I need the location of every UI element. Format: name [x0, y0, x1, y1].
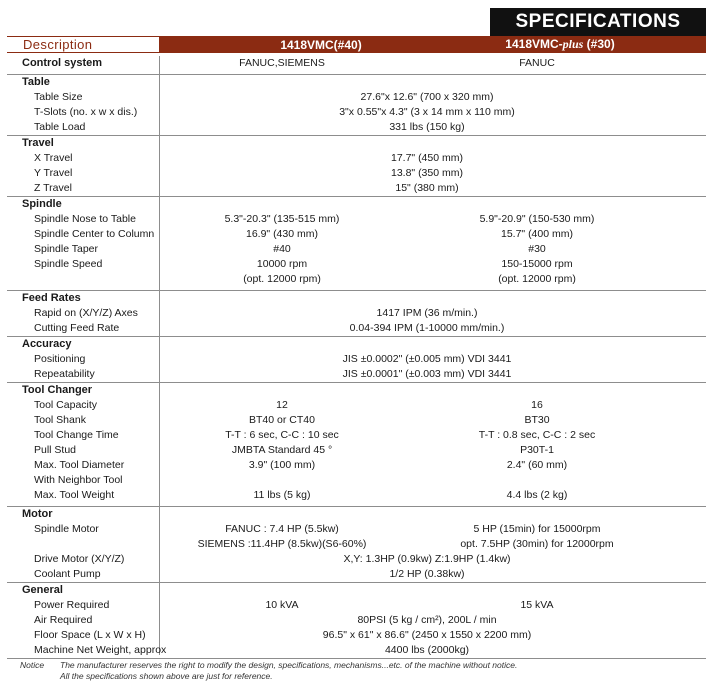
drive-motor-label: Drive Motor (X/Y/Z): [34, 553, 125, 565]
cutting-feed-value: 0.04-394 IPM (1-10000 mm/min.): [349, 322, 505, 334]
tool-change-time-value-2: T-T : 0.8 sec, C-C : 2 sec: [478, 429, 596, 441]
x-travel-label: X Travel: [34, 152, 73, 164]
air-value: 80PSI (5 kg / cm²), 200L / min: [357, 614, 497, 626]
drive-motor-value: X,Y: 1.3HP (0.9kw) Z:1.9HP (1.4kw): [343, 553, 511, 565]
table-row: [7, 488, 706, 503]
tool-capacity-value-2: 16: [531, 399, 543, 411]
air-label: Air Required: [34, 614, 93, 626]
table-row: [7, 352, 706, 367]
rapid-label: Rapid on (X/Y/Z) Axes: [34, 307, 138, 319]
section-heading: [7, 197, 706, 212]
spindle-center-value-1: 16.9" (430 mm): [245, 228, 318, 240]
spindle-center-value-2: 15.7" (400 mm): [500, 228, 573, 240]
notice-label: Notice: [20, 660, 45, 670]
table-heading: Table: [22, 76, 50, 88]
coolant-pump-label: Coolant Pump: [34, 568, 101, 580]
tool-shank-label: Tool Shank: [34, 414, 86, 426]
spindle-motor-value-1a: FANUC : 7.4 HP (5.5kw): [225, 523, 339, 535]
section-heading: [7, 337, 706, 352]
net-weight-label: Machine Net Weight, approx: [34, 644, 167, 656]
header-model-suffix: (#30): [583, 37, 615, 51]
table-size-label: Table Size: [34, 91, 83, 103]
table-load-label: Table Load: [34, 121, 86, 133]
positioning-label: Positioning: [34, 353, 86, 365]
spec-table: [7, 56, 706, 659]
tool-shank-value-2: BT30: [524, 414, 550, 426]
section-divider: [7, 658, 706, 659]
max-tool-diameter-value-1: 3.9" (100 mm): [248, 459, 316, 471]
power-label: Power Required: [34, 599, 110, 611]
table-row: [7, 598, 706, 613]
table-header: [7, 36, 706, 53]
floor-space-label: Floor Space (L x W x H): [34, 629, 146, 641]
table-row: [7, 628, 706, 643]
table-row: [7, 473, 706, 488]
rapid-value: 1417 IPM (36 m/min.): [376, 307, 478, 319]
table-row: [7, 227, 706, 242]
table-row: [7, 443, 706, 458]
spindle-motor-label: Spindle Motor: [34, 523, 99, 535]
table-row: [7, 643, 706, 658]
spindle-speed-value-2: 150-15000 rpm: [501, 258, 573, 270]
control-label: Control system: [22, 57, 103, 69]
section-heading: [7, 75, 706, 90]
repeatability-label: Repeatability: [34, 368, 95, 380]
spindle-taper-value-2: #30: [528, 243, 546, 255]
table-row: [7, 105, 706, 120]
header-model-40: 1418VMC(#40): [280, 37, 362, 52]
accuracy-heading: Accuracy: [22, 338, 72, 350]
spindle-motor-value-2b: opt. 7.5HP (30min) for 12000rpm: [460, 538, 614, 550]
pull-stud-label: Pull Stud: [34, 444, 77, 456]
header-model-plus-30: [485, 37, 635, 52]
floor-space-value: 96.5" x 61" x 86.6" (2450 x 1550 x 2200 mm): [322, 629, 532, 641]
net-weight-value: 4400 lbs (2000kg): [384, 644, 470, 656]
pull-stud-value-2: P30T-1: [520, 444, 554, 456]
header-model-prefix: 1418VMC-: [505, 37, 563, 51]
table-row: [7, 120, 706, 135]
spindle-taper-value-1: #40: [273, 243, 291, 255]
table-row: [7, 537, 706, 552]
table-row: [7, 567, 706, 582]
spindle-motor-value-1b: SIEMENS :11.4HP (8.5kw)(S6-60%): [197, 538, 367, 550]
table-row: [7, 90, 706, 105]
notice-line-1: The manufacturer reserves the right to modify the design, specifications, mechanisms...etc. of the machine without notice.: [60, 660, 518, 670]
tool-change-time-value-1: T-T : 6 sec, C-C : 10 sec: [225, 429, 339, 441]
y-travel-label: Y Travel: [34, 167, 73, 179]
travel-heading: Travel: [22, 137, 54, 149]
section-heading: [7, 136, 706, 151]
x-travel-value: 17.7" (450 mm): [390, 152, 463, 164]
max-tool-weight-value-2: 4.4 lbs (2 kg): [506, 489, 568, 501]
table-row: [7, 552, 706, 567]
table-row: [7, 306, 706, 321]
spindle-taper-label: Spindle Taper: [34, 243, 99, 255]
table-load-value: 331 lbs (150 kg): [389, 121, 465, 133]
spindle-speed-opt-1: (opt. 12000 rpm): [243, 273, 321, 285]
neighbor-tool-label: With Neighbor Tool: [34, 474, 123, 486]
cutting-feed-label: Cutting Feed Rate: [34, 322, 120, 334]
table-row: [7, 428, 706, 443]
general-heading: General: [22, 584, 63, 596]
z-travel-label: Z Travel: [34, 182, 72, 194]
table-row: [7, 181, 706, 196]
positioning-value: JIS ±0.0002" (±0.005 mm) VDI 3441: [342, 353, 512, 365]
repeatability-value: JIS ±0.0001" (±0.003 mm) VDI 3441: [342, 368, 512, 380]
spindle-speed-value-1: 10000 rpm: [256, 258, 308, 270]
table-size-value: 27.6"x 12.6" (700 x 320 mm): [360, 91, 494, 103]
page-title: SPECIFICATIONS: [490, 8, 706, 36]
power-value-1: 10 kVA: [265, 599, 299, 611]
tslots-label: T-Slots (no. x w x dis.): [34, 106, 138, 118]
spindle-nose-value-1: 5.3"-20.3" (135-515 mm): [224, 213, 340, 225]
y-travel-value: 13.8" (350 mm): [390, 167, 463, 179]
motor-heading: Motor: [22, 508, 53, 520]
tool-capacity-value-1: 12: [276, 399, 288, 411]
tool-capacity-label: Tool Capacity: [34, 399, 98, 411]
spindle-motor-value-2a: 5 HP (15min) for 15000rpm: [473, 523, 601, 535]
spindle-nose-value-2: 5.9"-20.9" (150-530 mm): [479, 213, 595, 225]
tslots-value: 3"x 0.55"x 4.3" (3 x 14 mm x 110 mm): [339, 106, 515, 118]
spindle-speed-label: Spindle Speed: [34, 258, 103, 270]
table-row: [7, 272, 706, 287]
table-row: [7, 522, 706, 537]
table-row: [7, 166, 706, 181]
table-row: [7, 613, 706, 628]
table-row: [7, 367, 706, 382]
tool-changer-heading: Tool Changer: [22, 384, 93, 396]
coolant-pump-value: 1/2 HP (0.38kw): [389, 568, 465, 580]
table-row: [7, 56, 706, 71]
max-tool-diameter-value-2: 2.4" (60 mm): [506, 459, 568, 471]
tool-shank-value-1: BT40 or CT40: [249, 414, 315, 426]
z-travel-value: 15" (380 mm): [395, 182, 459, 194]
spindle-speed-opt-2: (opt. 12000 rpm): [498, 273, 576, 285]
header-model-plus: plus: [562, 37, 584, 51]
spindle-center-label: Spindle Center to Column: [34, 228, 155, 240]
pull-stud-value-1: JMBTA Standard 45 °: [231, 444, 333, 456]
section-heading: [7, 583, 706, 598]
table-row: [7, 257, 706, 272]
section-heading: [7, 383, 706, 398]
table-row: [7, 398, 706, 413]
table-row: [7, 413, 706, 428]
section-heading: [7, 507, 706, 522]
spindle-heading: Spindle: [22, 198, 62, 210]
section-heading: [7, 291, 706, 306]
spindle-nose-label: Spindle Nose to Table: [34, 213, 136, 225]
max-tool-weight-value-1: 11 lbs (5 kg): [253, 489, 311, 501]
max-tool-weight-label: Max. Tool Weight: [34, 489, 115, 501]
control-value-2: FANUC: [519, 57, 555, 69]
header-description: Description: [7, 36, 159, 53]
notice-line-2: All the specifications shown above are just for reference.: [60, 671, 273, 681]
table-row: [7, 151, 706, 166]
feed-heading: Feed Rates: [22, 292, 81, 304]
power-value-2: 15 kVA: [520, 599, 554, 611]
tool-change-time-label: Tool Change Time: [34, 429, 119, 441]
table-row: [7, 458, 706, 473]
max-tool-diameter-label: Max. Tool Diameter: [34, 459, 125, 471]
table-row: [7, 242, 706, 257]
control-value-1: FANUC,SIEMENS: [239, 57, 325, 69]
table-row: [7, 321, 706, 336]
table-row: [7, 212, 706, 227]
